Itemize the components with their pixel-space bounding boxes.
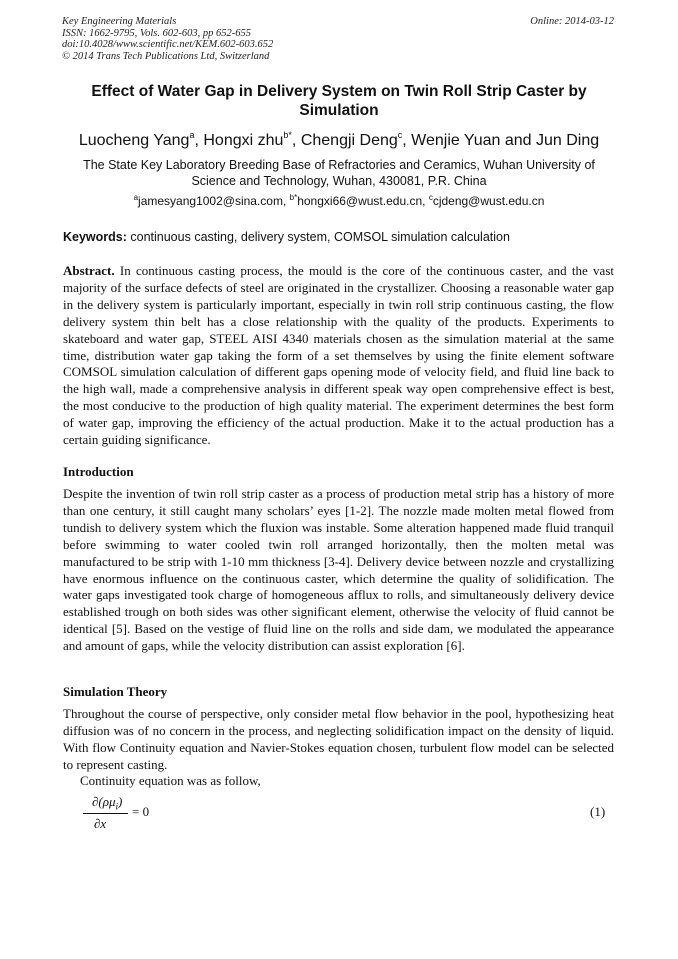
abstract-label: Abstract. xyxy=(63,263,115,278)
email-sup: c xyxy=(428,193,433,202)
issn-line: ISSN: 1662-9795, Vols. 602-603, pp 652-655 xyxy=(62,27,251,39)
keywords-label: Keywords: xyxy=(63,230,127,244)
journal-name: Key Engineering Materials xyxy=(62,16,177,27)
email-list xyxy=(40,194,638,209)
author-name: Chengji Deng xyxy=(300,132,398,149)
abstract-text: In continuous casting process, the mould is the core of the continuous caster, and the vast majority of the surface defects of steel are originated in the crystallizer. Choosing a reasonable water gap in the delivery system is particularly important, especially in twin roll strip continuous casting, the flow delivery system thin belt has a close relationship with the quality of the products. Experiments to skateboard and water gap, STEEL AISI 4340 materials chosen as the simulation material at the same time, distribution water gap taking the form of a set themselves by using the finite element software COMSOL simulation calculation of different gaps opening mode of velocity field, and fluid line back to the high wall, made a comprehensive analysis in different speak way open comprehensive effect is best, the most conducive to the production of high quality material. The experiment determines the best form of water gap, improving the efficiency of the actual production. Make it to the actual production has a certain guiding significance. xyxy=(63,263,614,448)
numerator-sub: i xyxy=(115,801,119,812)
equation-numerator xyxy=(92,794,122,812)
affiliation: The State Key Laboratory Breeding Base of Refractories and Ceramics, Wuhan University of Science and Technology, Wuhan, 430081, P.R. China xyxy=(83,158,595,188)
paper-title: Effect of Water Gap in Delivery System on Twin Roll Strip Caster by Simulation xyxy=(91,83,587,119)
author-list xyxy=(40,131,638,151)
author-sep: , xyxy=(402,132,412,149)
online-date: Online: 2014-03-12 xyxy=(530,16,614,27)
email-address: cjdeng@wust.edu.cn xyxy=(432,194,545,208)
equation-denominator: ∂x xyxy=(94,816,107,831)
keywords xyxy=(63,230,623,245)
copyright-line: © 2014 Trans Tech Publications Ltd, Switzerland xyxy=(62,50,270,62)
equation-number: (1) xyxy=(590,804,606,819)
author-sup: c xyxy=(397,130,403,140)
numerator-close: ) xyxy=(118,794,123,809)
author-sup: b* xyxy=(283,130,292,140)
simulation-heading: Simulation Theory xyxy=(63,684,168,699)
keywords-text: continuous casting, delivery system, COMSOL simulation calculation xyxy=(126,230,510,244)
simulation-paragraph: Throughout the course of perspective, only consider metal flow behavior in the pool, hypothesizing heat diffusion was of no concern in the process, and neglecting solidification impact on the density of liquid. With flow Continuity equation and Navier-Stokes equation chosen, turbulent flow model can be selected to represent casting. xyxy=(63,706,614,772)
doi-line: doi:10.4028/www.scientific.net/KEM.602-603.652 xyxy=(62,39,274,50)
introduction-paragraph: Despite the invention of twin roll strip caster as a process of production metal strip has a history of more than one century, it still caught many scholars’ eyes [1-2]. The nozzle made molten metal flowed from tundish to delivery system which the fluxion was instable. Some alteration happened made fluid tranquil before swimming to water cooled twin roll arranged horizontally, then the molten metal was manufactured to be strip with 1-10 mm thickness [3-4]. Delivery device between nozzle and crystallizing have enormous influence on the continuous caster, which determine the quality of solidification. The water gaps investigated took charge of homogeneous afflux to rolls, and simultaneously delivery device established trough on both sides was other significant element, otherwise the velocity of fluid cannot be identical [5]. Based on the vestige of fluid line on the rolls and side dam, we modulated the appearance and amount of gaps, while the velocity distribution can assist exploration [6]. xyxy=(63,486,614,654)
email-sup: a xyxy=(133,193,139,202)
author-name: Hongxi zhu xyxy=(203,132,284,149)
author-name: Wenjie Yuan and Jun Ding xyxy=(411,132,600,149)
continuity-equation xyxy=(80,794,620,834)
introduction-heading: Introduction xyxy=(63,464,134,479)
fraction-bar xyxy=(83,813,128,814)
author-name: Luocheng Yang xyxy=(78,132,190,149)
email-address: jamesyang1002@sina.com, xyxy=(138,194,290,208)
journal-header xyxy=(62,16,273,62)
numerator-main: ∂(ρμ xyxy=(92,794,116,809)
email-address: hongxi66@wust.edu.cn, xyxy=(297,194,429,208)
author-sep: , xyxy=(194,132,204,149)
continuity-intro: Continuity equation was as follow, xyxy=(80,773,261,788)
author-sep: , xyxy=(291,132,301,149)
abstract-paragraph xyxy=(63,263,614,449)
email-sup: b* xyxy=(289,193,298,202)
author-sup: a xyxy=(189,130,195,140)
equation-rhs: = 0 xyxy=(132,804,150,819)
